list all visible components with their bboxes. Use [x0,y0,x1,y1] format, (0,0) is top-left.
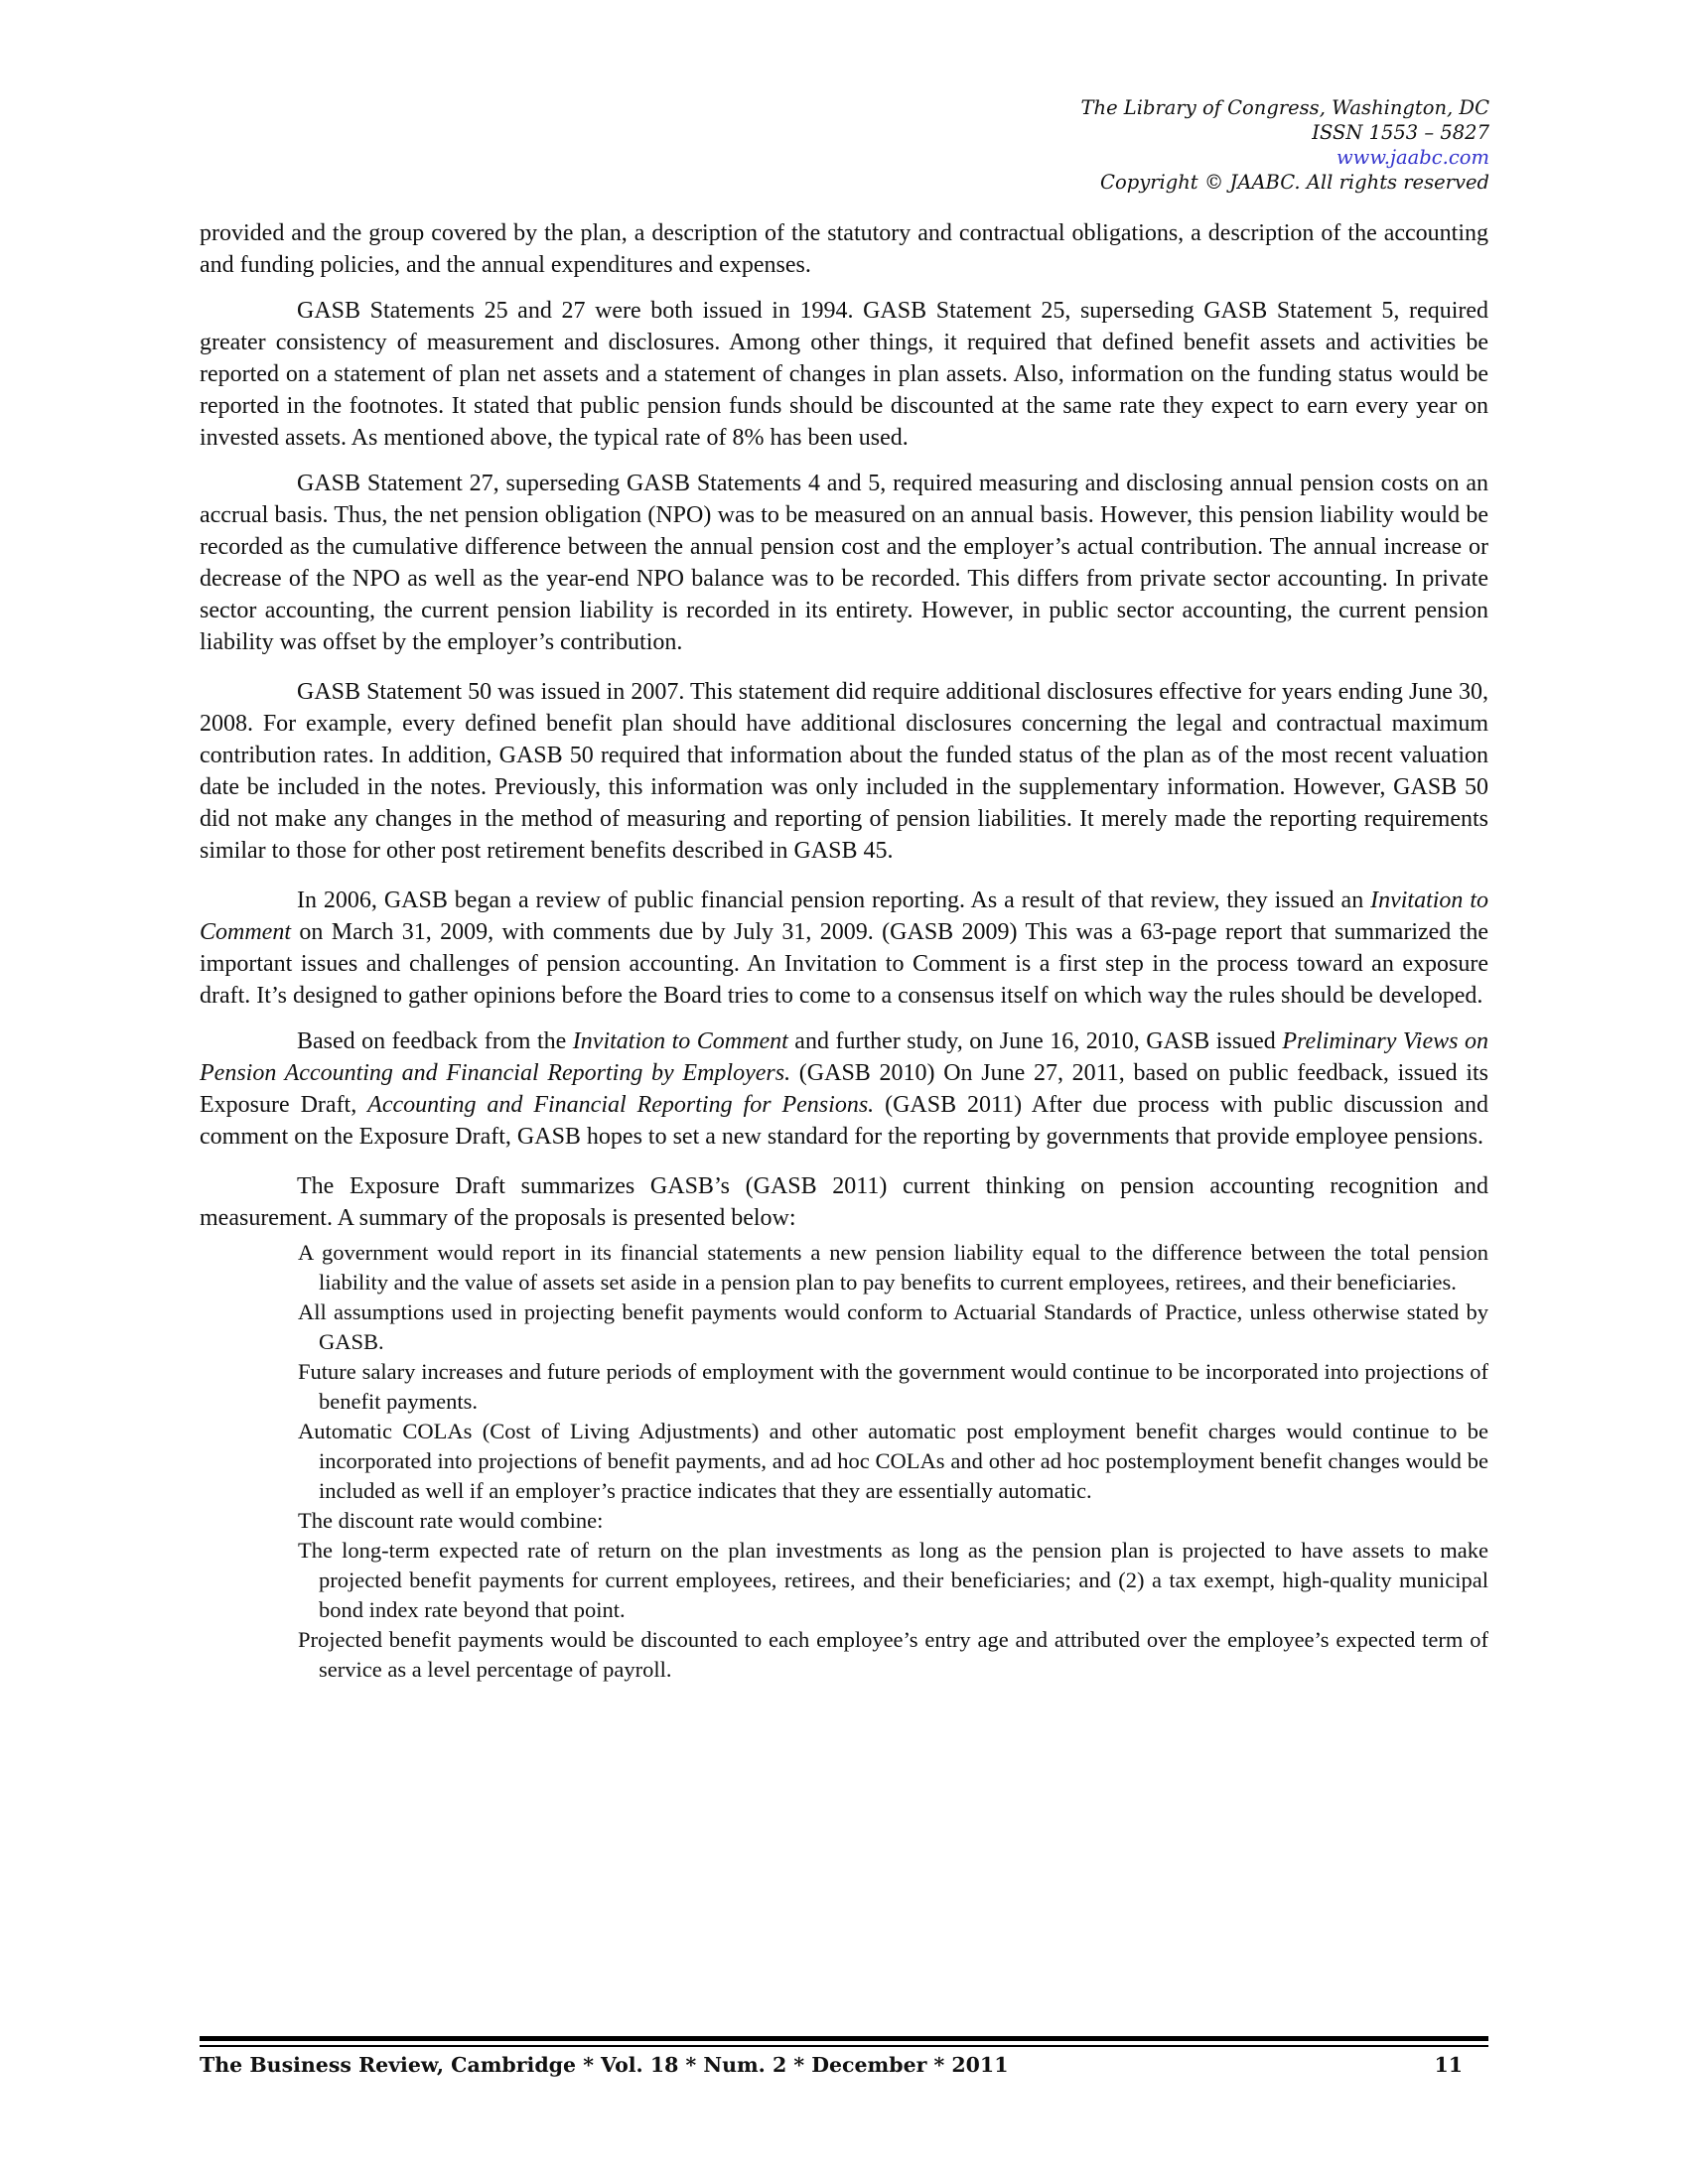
list-item: Future salary increases and future periods of employment with the government would continue to be incorporated into projections of benefit payments. [298,1359,1488,1414]
paragraph-6 [200,1025,1488,1153]
paragraph-6-text-a: Based on feedback from the [297,1028,573,1054]
list-item: The discount rate would combine: [298,1508,604,1533]
article-body [200,217,1488,1685]
page-number: 11 [1434,2053,1463,2077]
paragraph-2: GASB Statements 25 and 27 were both issued in 1994. GASB Statement 25, superseding GASB Statement 5, required greater consistency of measurement and disclosures. Among other things, it required that defined benefit assets and activities be reported on a statement of plan net assets and a statement of changes in plan assets. Also, information on the funding status would be reported in the footnotes. It stated that public pension funds should be discounted at the same rate they expect to earn every year on invested assets. As mentioned above, the typical rate of 8% has been used. [200,298,1488,451]
list-item: A government would report in its financial statements a new pension liability equal to the difference between the total pension liability and the value of assets set aside in a pension plan to pay benefits to current employees, retirees, and their beneficiaries. [298,1240,1488,1295]
paragraph-5 [200,885,1488,1012]
list-item: Projected benefit payments would be discounted to each employee’s entry age and attributed over the employee’s expected term of service as a level percentage of payroll. [298,1627,1488,1682]
paragraph-3: GASB Statement 27, superseding GASB Statements 4 and 5, required measuring and disclosing annual pension costs on an accrual basis. Thus, the net pension obligation (NPO) was to be measured on an annual basis. However, this pension liability would be recorded as the cumulative difference between the annual pension cost and the employer’s actual contribution. The annual increase or decrease of the NPO as well as the year-end NPO balance was to be recorded. This differs from private sector accounting. In private sector accounting, the current pension liability is recorded in its entirety. However, in public sector accounting, the current pension liability was offset by the employer’s contribution. [200,471,1488,655]
paragraph-4: GASB Statement 50 was issued in 2007. This statement did require additional disclosures effective for years ending June 30, 2008. For example, every defined benefit plan should have additional disclosures concerning the legal and contractual maximum contribution rates. In addition, GASB 50 required that information about the funded status of the plan as of the most recent valuation date be included in the notes. Previously, this information was only included in the supplementary information. However, GASB 50 did not make any changes in the method of measuring and reporting of pension liabilities. It merely made the reporting requirements similar to those for other post retirement benefits described in GASB 45. [200,679,1488,864]
paragraph-5-text-b: on March 31, 2009, with comments due by July 31, 2009. (GASB 2009) This was a 63-page report that summarized the important issues and challenges of pension accounting. An Invitation to Comment is a first step in the process toward an exposure draft. It’s designed to gather opinions before the Board tries to come to a consensus itself on which way the rules should be developed. [200,919,1488,1009]
list-item: Automatic COLAs (Cost of Living Adjustments) and other automatic post employment benefit charges would continue to be incorporated into projections of benefit payments, and ad hoc COLAs and other ad hoc postemployment benefit changes would be included as well if an employer’s practice indicates that they are essentially automatic. [298,1419,1488,1503]
proposals-list [200,1238,1488,1685]
page-footer [200,2053,1463,2077]
paragraph-5-text-a: In 2006, GASB began a review of public financial pension reporting. As a result of that review, they issued an [297,887,1371,913]
paragraph-1: provided and the group covered by the plan, a description of the statutory and contractual obligations, a description of the accounting and funding policies, and the annual expenditures and expenses. [200,220,1488,278]
header-library: The Library of Congress, Washington, DC [1080,96,1489,119]
footer-journal-citation: The Business Review, Cambridge * Vol. 18 * Num. 2 * December * 2011 [200,2053,1009,2077]
list-item: The long-term expected rate of return on the plan investments as long as the pension plan is projected to have assets to make projected benefit payments for current employees, retirees, and their beneficiaries; and (2) a tax exempt, high-quality municipal bond index rate beyond that point. [298,1538,1488,1622]
header-issn: ISSN 1553 – 5827 [1312,121,1489,144]
paragraph-6-text-d: (GASB 2011) After due process with public discussion and comment on the Exposure Draft, GASB hopes to set a new standard for the reporting by governments that provide employee pensions. [200,1092,1488,1150]
paragraph-5-title: Invitation to Comment [200,887,1489,945]
paragraph-7: The Exposure Draft summarizes GASB’s (GASB 2011) current thinking on pension accounting recognition and measurement. A summary of the proposals is presented below: [200,1173,1488,1231]
footer-divider [200,2036,1488,2041]
paragraph-6-text-b: and further study, on June 16, 2010, GASB issued [787,1028,1283,1054]
header-copyright: Copyright © JAABC. All rights reserved [1100,171,1489,194]
paragraph-6-title-3: Accounting and Financial Reporting for Pensions. [367,1092,875,1118]
paragraph-6-title-2: Preliminary Views on Pension Accounting and Financial Reporting by Employers. [200,1028,1488,1086]
footer-divider-thin [200,2045,1488,2047]
paragraph-6-title-1: Invitation to Comment [572,1028,788,1054]
journal-header [894,95,1489,195]
paragraph-6-text-c: (GASB 2010) On June 27, 2011, based on public feedback, issued its Exposure Draft, [200,1060,1488,1118]
header-website-link[interactable]: www.jaabc.com [1336,146,1489,169]
list-item: All assumptions used in projecting benefit payments would conform to Actuarial Standards of Practice, unless otherwise stated by GASB. [298,1299,1488,1354]
